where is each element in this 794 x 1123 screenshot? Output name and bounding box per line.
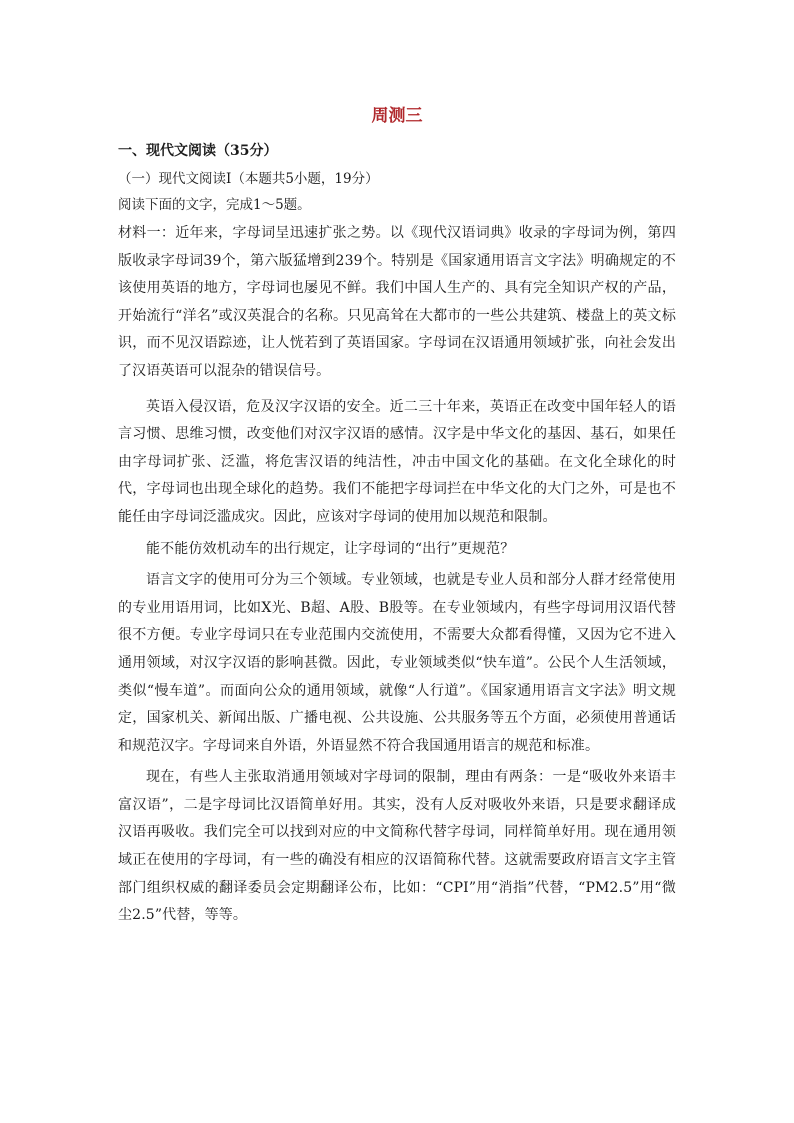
paragraph: 现在，有些人主张取消通用领域对字母词的限制，理由有两条：一是“吸收外来语丰富汉语”，二是字母词比汉语简单好用。其实，没有人反对吸收外来语，只是要求翻译成汉语再吸收。我们完全可以找到对应的中文简称代替字母词，同样简单好用。现在通用领域正在使用的字母词，有一些的确没有相应的汉语简称代替。这就需要政府语言文字主管部门组织权威的翻译委员会定期翻译公布，比如：“CPI”用“消指”代替，“PM2.5”用“微尘2.5”代替，等等。 bbox=[118, 769, 676, 924]
paragraph: 语言文字的使用可分为三个领域。专业领域，也就是专业人员和部分人群才经常使用的专业用语用词，比如X光、B超、A股、B股等。在专业领域内，有些字母词用汉语代替很不方便。专业字母词只在专业范围内交流使用，不需要大众都看得懂，又因为它不进入通用领域，对汉字汉语的影响甚微。因此，专业领域类似“快车道”。公民个人生活领域，类似“慢车道”。而面向公众的通用领域，就像“人行道”。《国家通用语言文字法》明文规定，国家机关、新闻出版、广播电视、公共设施、公共服务等五个方面，必须使用普通话和规范汉字。字母词来自外语，外语显然不符合我国通用语言的规范和标准。 bbox=[118, 572, 676, 754]
paragraph: 能不能仿效机动车的出行规定，让字母词的“出行”更规范？ bbox=[146, 540, 515, 557]
section-heading: 一、现代文阅读（35分） bbox=[118, 143, 278, 159]
page-title: 周测三 bbox=[371, 106, 423, 126]
reading-instruction: 阅读下面的文字，完成1～5题。 bbox=[118, 197, 311, 213]
paragraph-material-one: 材料一：近年来，字母词呈迅速扩张之势。以《现代汉语词典》收录的字母词为例，第四版收录字母词39个，第六版猛增到239个。特别是《国家通用语言文字法》明确规定的不该使用英语的地方，字母词也屡见不鲜。我们中国人生产的、具有完全知识产权的产品，开始流行“洋名”或汉英混合的名称。只见高耸在大都市的一些公共建筑、楼盘上的英文标识，而不见汉语踪迹，让人恍若到了英语国家。字母词在汉语通用领域扩张，向社会发出了汉语英语可以混杂的错误信号。 bbox=[118, 225, 676, 379]
paragraph: 英语入侵汉语，危及汉字汉语的安全。近二三十年来，英语正在改变中国年轻人的语言习惯、思维习惯，改变他们对汉字汉语的感情。汉字是中华文化的基因、基石，如果任由字母词扩张、泛滥，将危害汉语的纯洁性，冲击中国文化的基础。在文化全球化的时代，字母词也出现全球化的趋势。我们不能把字母词拦在中华文化的大门之外，可是也不能任由字母词泛滥成灾。因此，应该对字母词的使用加以规范和限制。 bbox=[118, 398, 676, 525]
document-page bbox=[118, 104, 676, 934]
subsection-heading: （一）现代文阅读Ⅰ（本题共5小题，19分） bbox=[118, 171, 379, 187]
